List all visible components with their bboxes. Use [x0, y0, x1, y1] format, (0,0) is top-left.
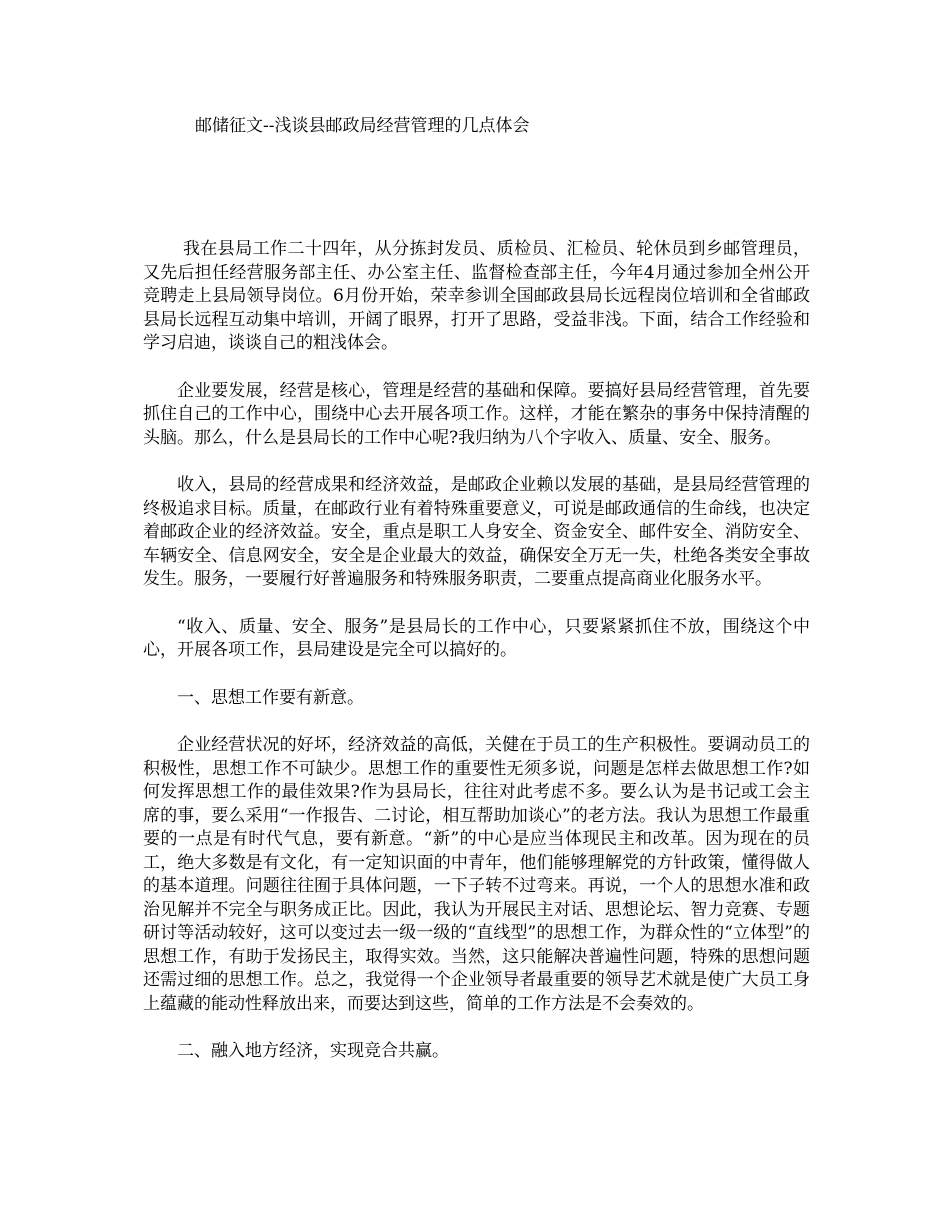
- section-heading-2: 二、融入地方经济，实现竞合共赢。: [177, 1041, 449, 1061]
- paragraph-work-center: 企业要发展，经营是核心，管理是经营的基础和保障。要搞好县局经营管理，首先要抓住自己的工作中心，围绕中心去开展各项工作。这样，才能在繁杂的事务中保持清醒的头脑。那么，什么是县局长的工作中心呢?我归纳为八个字收入、质量、安全、服务。: [143, 380, 810, 448]
- section-heading-1: 一、思想工作要有新意。: [177, 687, 364, 708]
- document-body: [143, 238, 810, 1088]
- paragraph-summary: “收入、质量、安全、服务”是县局长的工作中心，只要紧紧抓住不放，围绕这个中心，开展各项工作，县局建设是完全可以搞好的。: [143, 616, 810, 660]
- paragraph-ideology-work: 企业经营状况的好坏，经济效益的高低，关健在于员工的生产积极性。要调动员工的积极性，思想工作不可缺少。思想工作的重要性无须多说，问题是怎样去做思想工作?如何发挥思想工作的最佳效果?作为县局长，往往对此考虑不多。要么认为是书记或工会主席的事，要么采用“一作报告、二讨论，相互帮助加谈心”的老方法。我认为思想工作最重要的一点是有时代气息，要有新意。“新”的中心是应当体现民主和改革。因为现在的员工，绝大多数是有文化，有一定知识面的中青年，他们能够理解党的方针政策，懂得做人的基本道理。问题往往囿于具体问题，一下子转不过弯来。再说，一个人的思想水准和政治见解并不完全与职务成正比。因此，我认为开展民主对话、思想论坛、智力竞赛、专题研讨等活动较好，这可以变过去一级一级的“直线型”的思想工作，为群众性的“立体型”的思想工作，有助于发扬民主，取得实效。当然，这只能解决普遍性问题，特殊的思想问题还需过细的思想工作。总之，我觉得一个企业领导者最重要的领导艺术就是使广大员工身上蕴藏的能动性释放出来，而要达到这些，简单的工作方法是不会奏效的。: [143, 735, 810, 1014]
- paragraph-four-elements: 收入，县局的经营成果和经济效益，是邮政企业赖以发展的基础，是县局经营管理的终极追求目标。质量，在邮政行业有着特殊重要意义，可说是邮政通信的生命线，也决定着邮政企业的经济效益。安全，重点是职工人身安全、资金安全、邮件安全、消防安全、车辆安全、信息网安全，安全是企业最大的效益，确保安全万无一失，杜绝各类安全事故发生。服务，一要履行好普遍服务和特殊服务职责，二要重点提高商业化服务水平。: [143, 475, 810, 589]
- document-title: 邮储征文--浅谈县邮政局经营管理的几点体会: [195, 116, 530, 136]
- paragraph-intro: 我在县局工作二十四年，从分拣封发员、质检员、汇检员、轮休员到乡邮管理员，又先后担任经营服务部主任、办公室主任、监督检查部主任，今年4月通过参加全州公开竞聘走上县局领导岗位。6月份开始，荣幸参训全国邮政县局长远程岗位培训和全省邮政县局长远程互动集中培训，开阔了眼界，打开了思路，受益非浅。下面，结合工作经验和学习启迪，谈谈自己的粗浅体会。: [143, 239, 810, 353]
